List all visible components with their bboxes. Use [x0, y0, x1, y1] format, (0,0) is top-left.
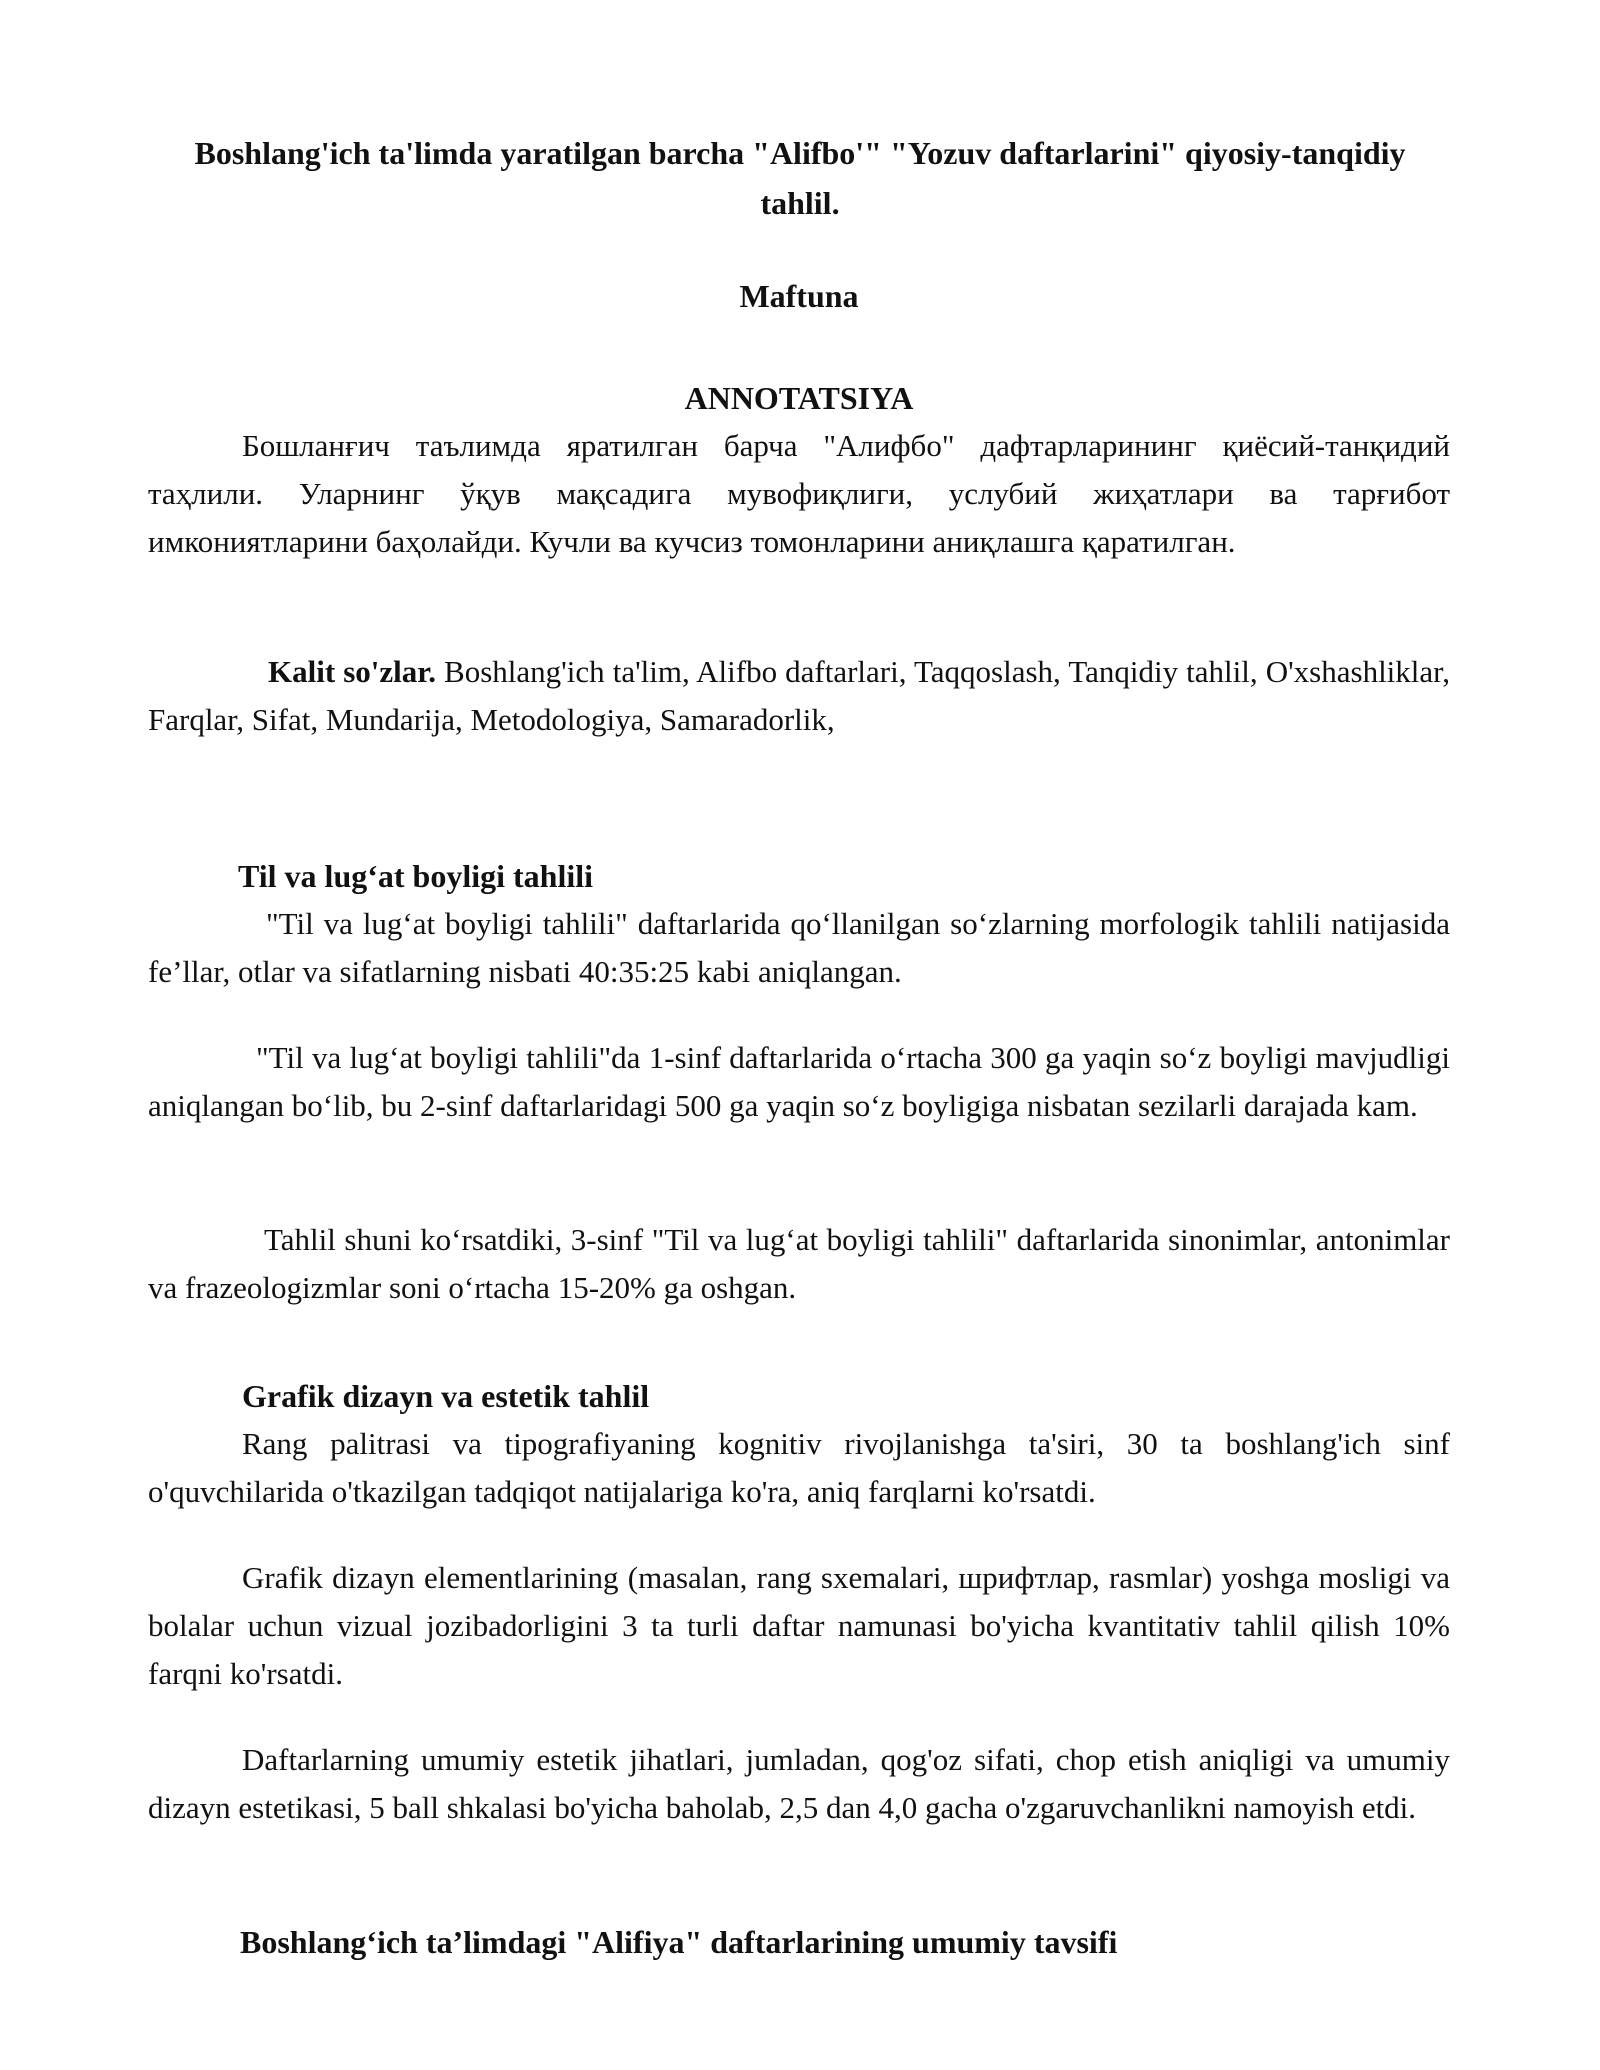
design-paragraph-3: Daftarlarning umumiy estetik jihatlari, jumladan, qog'oz sifati, chop etish aniqligi va umumiy dizayn estetikasi, 5 ball shkalasi bo'yicha baholab, 2,5 dan 4,0 gacha o'zgaruvchanlikni namoyish etdi. [148, 1742, 1450, 1825]
keywords-label: Kalit so'zlar. [268, 654, 436, 689]
annotation-paragraph: Бошланғич таълимда яратилган барча "Алифбо" дафтарларининг қиёсий-танқидий таҳлили. Уларнинг ўқув мақсадига мувофиқлиги, услубий жиҳатлари ва тарғибот имкониятларини баҳолайди. Кучли ва кучсиз томонларини аниқлашга қаратилган. [148, 428, 1450, 559]
vocabulary-paragraph-1: "Til va lug‘at boyligi tahlili" daftarlarida qo‘llanilgan so‘zlarning morfologik tahlili natijasida fe’llar, otlar va sifatlarning nisbati 40:35:25 kabi aniqlangan. [148, 906, 1450, 989]
vocabulary-paragraph-3: Tahlil shuni ko‘rsatdiki, 3-sinf "Til va lug‘at boyligi tahlili" daftarlarida sinonimlar, antonimlar va frazeologizmlar soni o‘rtacha 15-20% ga oshgan. [148, 1222, 1450, 1305]
keywords-list: Boshlang'ich ta'lim, Alifbo daftarlari, Taqqoslash, Tanqidiy tahlil, O'xshashliklar, Farqlar, Sifat, Mundarija, Metodologiya, Samaradorlik, [148, 654, 1450, 737]
document-title: Boshlang'ich ta'limda yaratilgan barcha "Alifbo'" "Yozuv daftarlarini" qiyosiy-tanqidiy tahlil. [194, 135, 1406, 221]
section-heading-alifiya-overview: Boshlang‘ich ta’limdagi "Alifiya" daftarlarining umumiy tavsifi [240, 1924, 1118, 1960]
keywords-paragraph [148, 648, 1450, 744]
design-paragraph-2: Grafik dizayn elementlarining (masalan, rang sxemalari, шрифтлар, rasmlar) yoshga mosligi va bolalar uchun vizual jozibadorligini 3 ta turli daftar namunasi bo'yicha kvantitativ tahlil qilish 10% farqni ko'rsatdi. [148, 1560, 1450, 1691]
design-paragraph-1: Rang palitrasi va tipografiyaning kognitiv rivojlanishga ta'siri, 30 ta boshlang'ich sinf o'quvchilarida o'tkazilgan tadqiqot natijalariga ko'ra, aniq farqlarni ko'rsatdi. [148, 1426, 1450, 1509]
section-heading-graphic-design: Grafik dizayn va estetik tahlil [242, 1378, 650, 1414]
section-heading-vocabulary: Til va lug‘at boyligi tahlili [238, 858, 594, 894]
annotation-heading: ANNOTATSIYA [684, 380, 914, 416]
author-name: Maftuna [739, 278, 859, 314]
vocabulary-paragraph-2: "Til va lug‘at boyligi tahlili"da 1-sinf daftarlarida o‘rtacha 300 ga yaqin so‘z boyligi mavjudligi aniqlangan bo‘lib, bu 2-sinf daftarlaridagi 500 ga yaqin so‘z boyligiga nisbatan sezilarli darajada kam. [148, 1040, 1450, 1123]
